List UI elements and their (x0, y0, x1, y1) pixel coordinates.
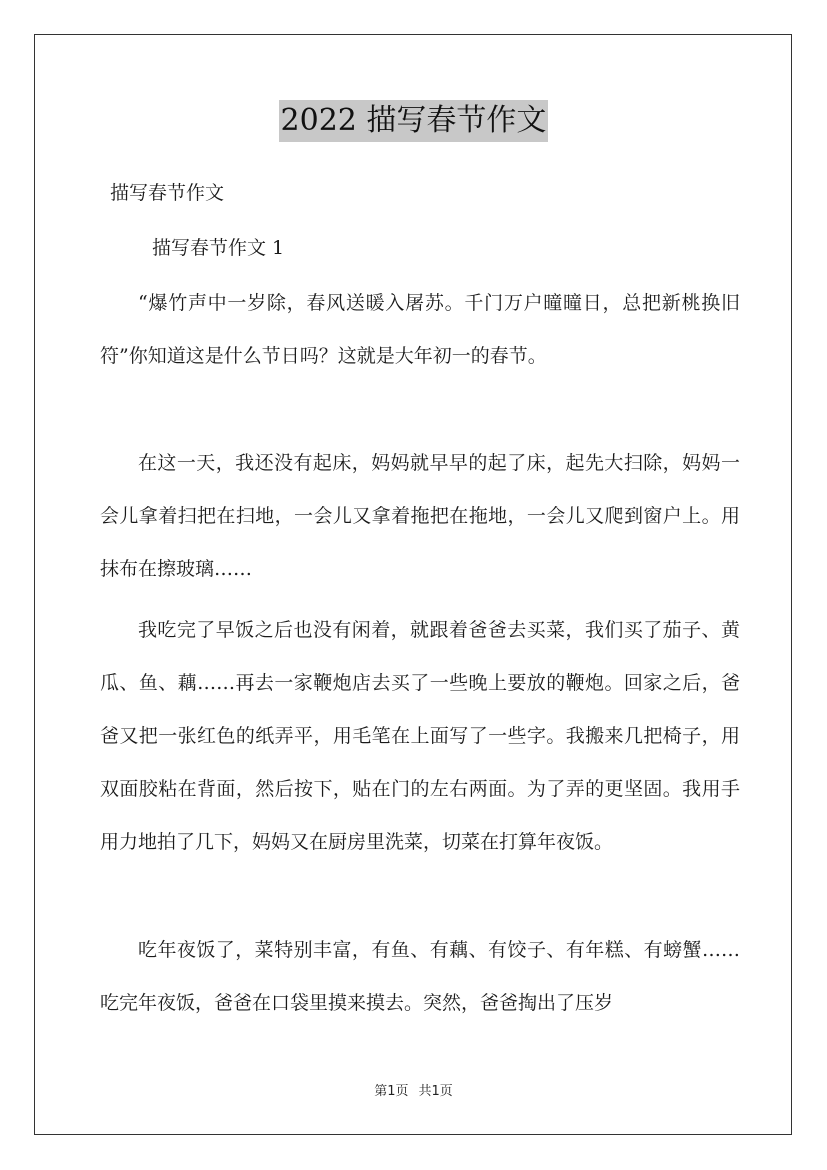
page-number: 第1页 (374, 1084, 409, 1099)
document-title-text: 2022 描写春节作文 (279, 100, 549, 142)
section-heading: 描写春节作文 1 (152, 237, 285, 259)
page-total: 共1页 (418, 1084, 453, 1099)
document-title (0, 100, 827, 142)
document-subtitle: 描写春节作文 (110, 182, 225, 204)
paragraph-3: 我吃完了早饭之后也没有闲着，就跟着爸爸去买菜，我们买了茄子、黄瓜、鱼、藕……再去一家鞭炮店去买了一些晚上要放的鞭炮。回家之后，爸爸又把一张红色的纸弄平，用毛笔在上面写了一些字。我搬来几把椅子，用双面胶粘在背面，然后按下，贴在门的左右两面。为了弄的更坚固。我用手用力地拍了几下，妈妈又在厨房里洗菜，切菜在打算年夜饭。 (100, 619, 740, 853)
paragraph-1: “爆竹声中一岁除，春风送暖入屠苏。千门万户曈曈日，总把新桃换旧符”你知道这是什么节日吗？这就是大年初一的春节。 (100, 292, 740, 367)
paragraph-2: 在这一天，我还没有起床，妈妈就早早的起了床，起先大扫除，妈妈一会儿拿着扫把在扫地，一会儿又拿着拖把在拖地，一会儿又爬到窗户上。用抹布在擦玻璃…… (100, 452, 740, 580)
page-footer (0, 1083, 827, 1101)
paragraph-4: 吃年夜饭了，菜特别丰富，有鱼、有藕、有饺子、有年糕、有螃蟹……吃完年夜饭，爸爸在口袋里摸来摸去。突然，爸爸掏出了压岁 (100, 939, 740, 1014)
